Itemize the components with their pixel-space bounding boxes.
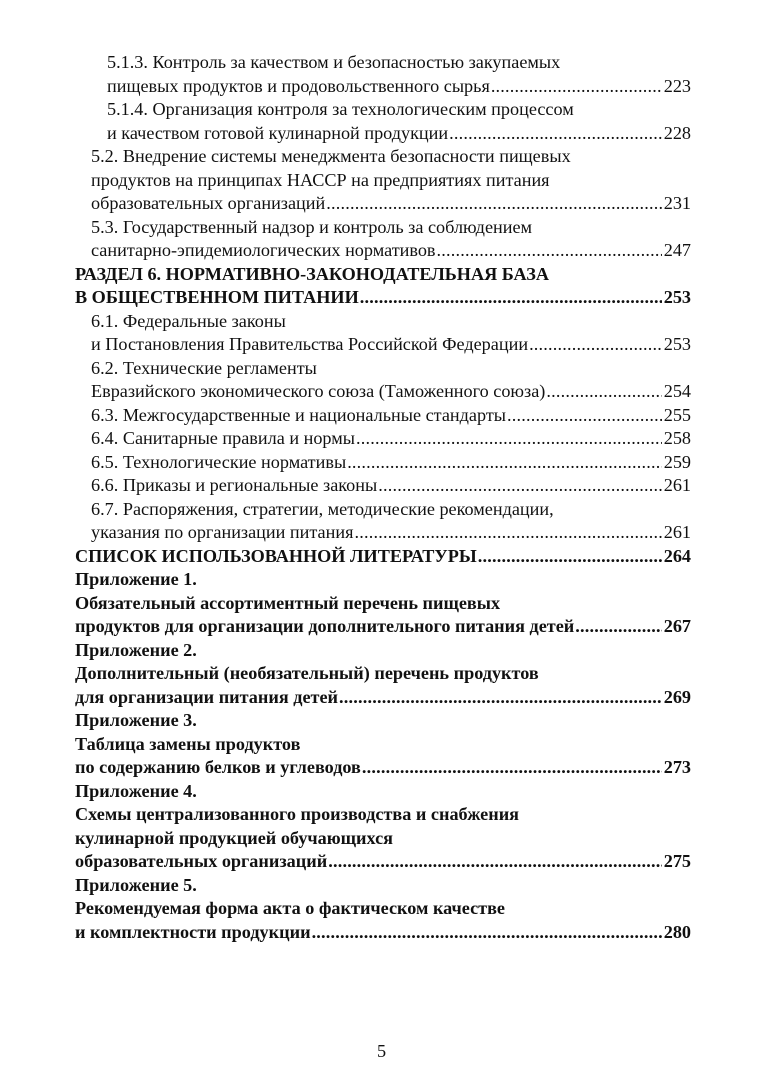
dot-leader bbox=[356, 427, 662, 451]
toc-entry bbox=[0, 216, 763, 240]
toc-entry[interactable] bbox=[0, 474, 763, 498]
toc-entry[interactable] bbox=[0, 122, 763, 146]
toc-page-number: 253 bbox=[663, 287, 691, 307]
dot-leader bbox=[449, 122, 662, 146]
toc-entry-text: 6.6. Приказы и региональные законы bbox=[91, 475, 378, 495]
toc-entry bbox=[0, 568, 763, 592]
toc-entry-text: кулинарной продукцией обучающихся bbox=[75, 827, 393, 848]
toc-entry[interactable] bbox=[0, 380, 763, 404]
toc-entry bbox=[0, 145, 763, 169]
toc-entry-text: пищевых продуктов и продовольственного сырья bbox=[107, 75, 490, 96]
toc-entry-text: 6.2. Технические регламенты bbox=[91, 357, 317, 378]
toc-entry-text: 6.7. Распоряжения, стратегии, методические рекомендации, bbox=[91, 498, 554, 519]
dot-leader bbox=[491, 75, 662, 99]
toc-entry-text: Приложение 4. bbox=[75, 780, 197, 801]
toc-entry-text: указания по организации питания bbox=[91, 522, 354, 542]
dot-leader bbox=[328, 850, 662, 874]
toc-entry-text: В ОБЩЕСТВЕННОМ ПИТАНИИ bbox=[75, 287, 359, 307]
toc-entry-text: Дополнительный (необязательный) перечень продуктов bbox=[75, 663, 539, 683]
toc-entry-text: санитарно-эпидемиологических нормативов bbox=[91, 240, 436, 260]
toc-page-number: 267 bbox=[663, 616, 691, 636]
toc-entry bbox=[0, 639, 763, 663]
toc-page-number: 228 bbox=[663, 122, 691, 143]
toc-page-number: 247 bbox=[663, 240, 691, 260]
dot-leader bbox=[339, 686, 662, 710]
toc-entry bbox=[0, 263, 763, 287]
toc-entry-text: по содержанию белков и углеводов bbox=[75, 757, 361, 777]
dot-leader bbox=[312, 921, 662, 945]
toc-entry-text: 6.1. Федеральные законы bbox=[91, 310, 286, 331]
dot-leader bbox=[347, 451, 662, 475]
toc-page-number: 254 bbox=[663, 381, 691, 401]
table-of-contents bbox=[0, 51, 763, 944]
toc-page-number: 264 bbox=[663, 545, 691, 566]
dot-leader bbox=[437, 239, 662, 263]
dot-leader bbox=[507, 404, 662, 428]
dot-leader bbox=[326, 192, 661, 216]
page-number: 5 bbox=[376, 1041, 387, 1061]
toc-entry-text: 5.1.4. Организация контроля за технологическим процессом bbox=[107, 99, 574, 119]
toc-entry-text: и комплектности продукции bbox=[75, 921, 311, 942]
toc-entry[interactable] bbox=[0, 756, 763, 780]
toc-entry[interactable] bbox=[0, 521, 763, 545]
toc-entry[interactable] bbox=[0, 404, 763, 428]
toc-entry-text: РАЗДЕЛ 6. НОРМАТИВНО-ЗАКОНОДАТЕЛЬНАЯ БАЗА bbox=[75, 263, 549, 284]
toc-entry bbox=[0, 169, 763, 193]
toc-page-number: 261 bbox=[663, 522, 691, 542]
toc-page-number: 223 bbox=[663, 75, 691, 96]
toc-entry-text: продуктов на принципах НАССР на предприятиях питания bbox=[91, 169, 550, 190]
toc-entry[interactable] bbox=[0, 75, 763, 99]
toc-page-number: 273 bbox=[663, 757, 691, 777]
toc-entry[interactable] bbox=[0, 615, 763, 639]
toc-entry-text: для организации питания детей bbox=[75, 686, 339, 707]
toc-entry[interactable] bbox=[0, 333, 763, 357]
toc-entry[interactable] bbox=[0, 427, 763, 451]
dot-leader bbox=[378, 474, 661, 498]
toc-entry[interactable] bbox=[0, 545, 763, 569]
toc-entry[interactable] bbox=[0, 239, 763, 263]
toc-entry bbox=[0, 874, 763, 898]
toc-entry bbox=[0, 733, 763, 757]
toc-entry bbox=[0, 803, 763, 827]
toc-entry-text: 5.1.3. Контроль за качеством и безопасностью закупаемых bbox=[107, 52, 561, 72]
toc-page-number: 253 bbox=[663, 334, 691, 354]
toc-entry-text: 6.3. Межгосударственные и национальные стандарты bbox=[91, 404, 506, 425]
toc-entry[interactable] bbox=[0, 686, 763, 710]
toc-entry-text: Приложение 3. bbox=[75, 710, 197, 730]
toc-entry bbox=[0, 897, 763, 921]
dot-leader bbox=[360, 286, 662, 310]
toc-entry-text: и качеством готовой кулинарной продукции bbox=[107, 122, 449, 143]
toc-entry-text: образовательных организаций bbox=[75, 851, 328, 871]
toc-entry-text: продуктов для организации дополнительного питания детей bbox=[75, 616, 575, 636]
toc-page-number: 261 bbox=[663, 475, 691, 495]
toc-entry-text: образовательных организаций bbox=[91, 193, 326, 213]
toc-entry bbox=[0, 310, 763, 334]
toc-entry bbox=[0, 357, 763, 381]
dot-leader bbox=[529, 333, 662, 357]
toc-page-number: 258 bbox=[663, 428, 691, 448]
dot-leader bbox=[362, 756, 662, 780]
toc-entry-text: Схемы централизованного производства и снабжения bbox=[75, 804, 520, 824]
toc-entry-text: СПИСОК ИСПОЛЬЗОВАННОЙ ЛИТЕРАТУРЫ bbox=[75, 545, 477, 566]
toc-entry-text: 6.4. Санитарные правила и нормы bbox=[91, 428, 355, 448]
dot-leader bbox=[478, 545, 662, 569]
toc-entry[interactable] bbox=[0, 286, 763, 310]
dot-leader bbox=[575, 615, 661, 639]
toc-entry bbox=[0, 98, 763, 122]
toc-page-number: 259 bbox=[663, 451, 691, 472]
toc-entry bbox=[0, 709, 763, 733]
toc-entry-text: Рекомендуемая форма акта о фактическом качестве bbox=[75, 898, 505, 918]
toc-entry-text: 5.2. Внедрение системы менеджмента безопасности пищевых bbox=[91, 146, 571, 166]
toc-entry[interactable] bbox=[0, 850, 763, 874]
toc-entry bbox=[0, 592, 763, 616]
toc-entry-text: Евразийского экономического союза (Таможенного союза) bbox=[91, 381, 546, 401]
toc-entry bbox=[0, 51, 763, 75]
toc-entry-text: Приложение 1. bbox=[75, 569, 197, 589]
toc-entry[interactable] bbox=[0, 921, 763, 945]
dot-leader bbox=[546, 380, 661, 404]
toc-entry bbox=[0, 498, 763, 522]
toc-entry-text: Приложение 5. bbox=[75, 874, 197, 895]
toc-page-number: 255 bbox=[663, 404, 691, 425]
toc-entry bbox=[0, 662, 763, 686]
toc-entry[interactable] bbox=[0, 192, 763, 216]
toc-entry-text: Таблица замены продуктов bbox=[75, 733, 301, 754]
toc-entry-text: 5.3. Государственный надзор и контроль за соблюдением bbox=[91, 216, 533, 237]
toc-page-number: 231 bbox=[663, 193, 691, 213]
toc-entry-text: Обязательный ассортиментный перечень пищевых bbox=[75, 592, 501, 613]
toc-entry bbox=[0, 780, 763, 804]
toc-entry bbox=[0, 827, 763, 851]
toc-entry-text: и Постановления Правительства Российской Федерации bbox=[91, 334, 529, 354]
toc-entry[interactable] bbox=[0, 451, 763, 475]
toc-page-number: 269 bbox=[663, 686, 691, 707]
toc-page-number: 280 bbox=[663, 921, 691, 942]
toc-entry-text: 6.5. Технологические нормативы bbox=[91, 451, 347, 472]
toc-entry-text: Приложение 2. bbox=[75, 639, 197, 660]
toc-page-number: 275 bbox=[663, 851, 691, 871]
dot-leader bbox=[354, 521, 661, 545]
